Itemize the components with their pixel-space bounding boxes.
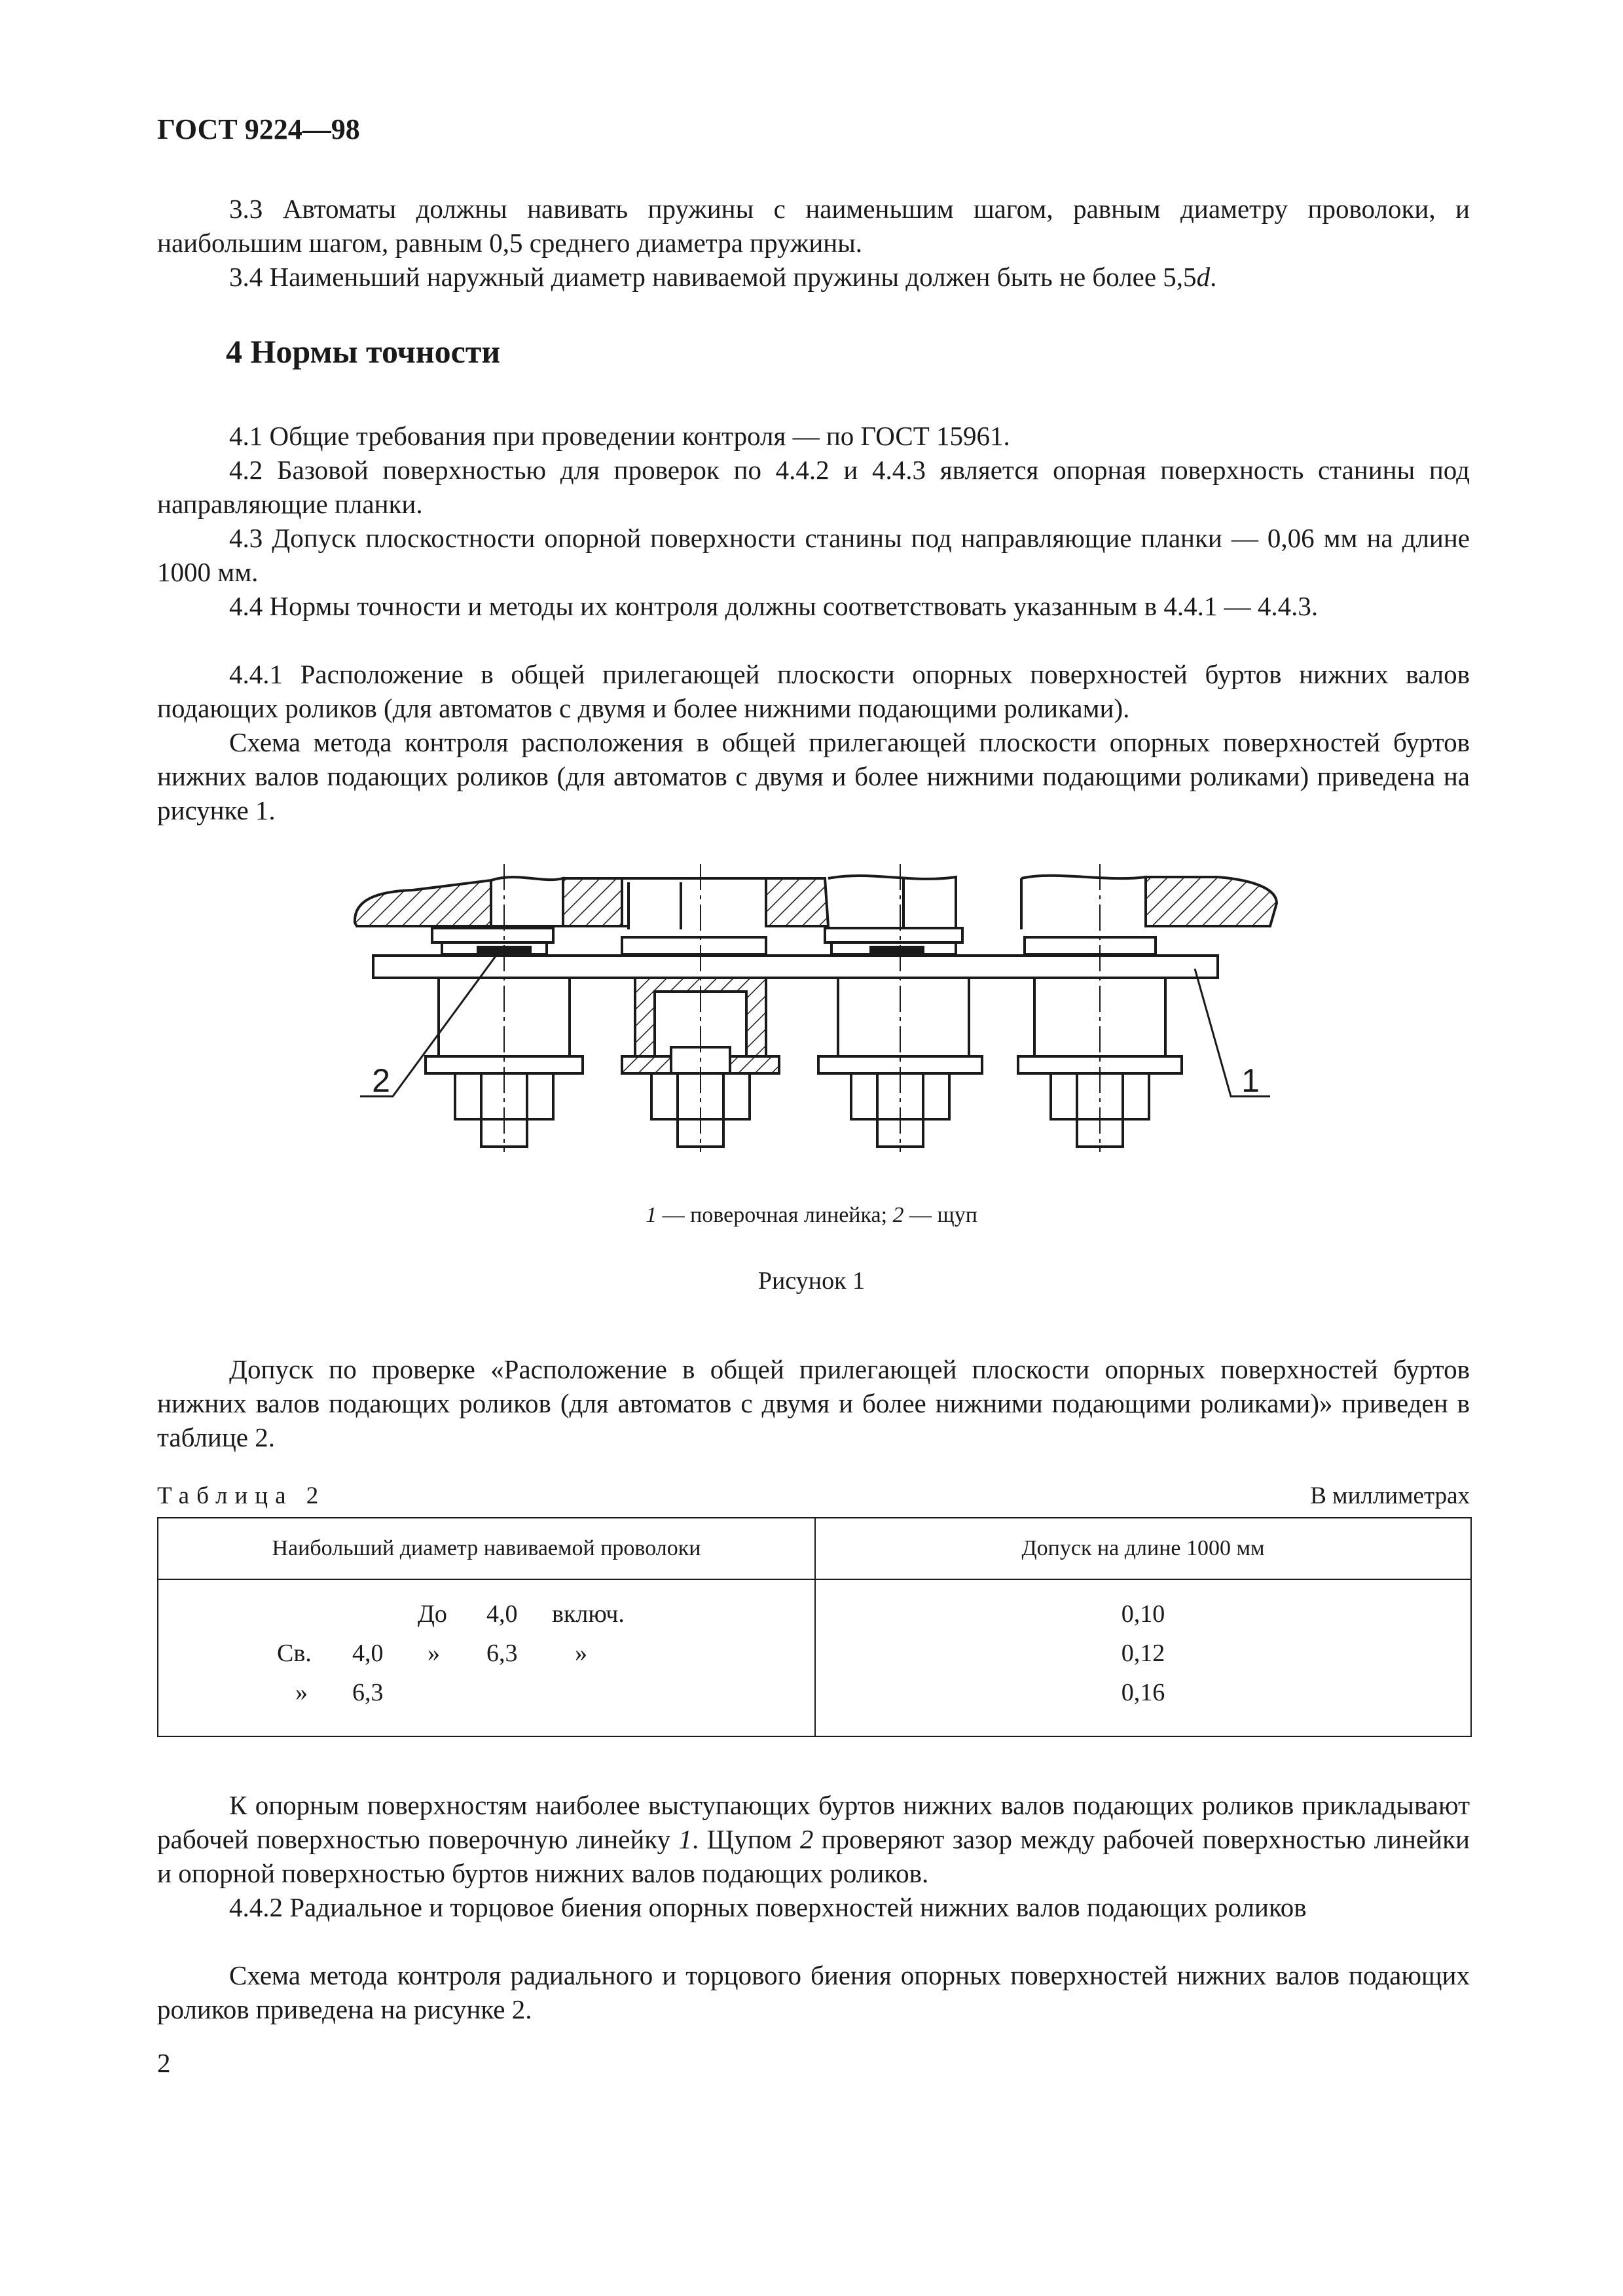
method-text-c: проверяют зазор между рабочей поверхностью линейки и опорной поверхностью буртов нижних валов подающих роликов. (157, 1824, 1470, 1888)
row-value-sep: 6,3 (486, 1640, 518, 1667)
method-paragraph (157, 1788, 1470, 1890)
label-2: 2 (372, 1062, 390, 1099)
paragraph-4-4-1: 4.4.1 Расположение в общей прилегающей плоскости опорных поверхностей буртов нижних валов подающих роликов (для автоматов с двумя и более нижними подающими роликами). (157, 659, 1470, 723)
paragraph-4-4-2: 4.4.2 Радиальное и торцовое биения опорных поверхностей нижних валов подающих роликов (229, 1892, 1307, 1922)
row-prefix: Св. (277, 1640, 312, 1667)
feeler-gauge-2 (871, 947, 923, 954)
method-text-b: . Щупом (691, 1824, 800, 1854)
method-text-a: К опорным поверхностям наиболее выступающих буртов нижних валов подающих роликов прикладывают рабочей поверхностью поверочную линейку (157, 1790, 1470, 1854)
legend-text-1: — поверочная линейка; (657, 1203, 893, 1227)
paragraph-3-4 (157, 260, 1470, 294)
page-number: 2 (157, 2048, 171, 2078)
table-row (159, 1594, 814, 1634)
document-header: ГОСТ 9224—98 (157, 113, 360, 145)
method-ref-1: 1 (678, 1824, 692, 1854)
method-ref-2: 2 (799, 1824, 814, 1854)
tolerance-table (157, 1517, 1472, 1737)
tolerance-paragraph: Допуск по проверке «Расположение в общей прилегающей плоскости опорных поверхностей буртов нижних валов подающих роликов (для автоматов с двумя и более нижними подающими роликами)» приведен в таблице 2. (157, 1354, 1470, 1452)
table-row (159, 1673, 814, 1712)
column-header-diameter: Наибольший диаметр навиваемой проволоки (158, 1518, 815, 1579)
flange-3 (825, 928, 962, 942)
paragraph-3-4-end: . (1210, 262, 1217, 292)
tolerance-value: 0,10 (1121, 1600, 1165, 1628)
row-from: 6,3 (352, 1679, 384, 1706)
row-value-b: включ. (552, 1600, 625, 1628)
row-prefix: » (295, 1679, 308, 1706)
paragraph-4-3: 4.3 Допуск плоскостности опорной поверхности станины под направляющие планки — 0,06 мм на длине 1000 мм. (157, 523, 1470, 587)
flange-1 (432, 928, 553, 942)
paragraph-scheme-2: Схема метода контроля радиального и торцового биения опорных поверхностей нижних валов подающих роликов приведена на рисунке 2. (157, 1960, 1470, 2024)
flange-4 (1025, 937, 1156, 954)
tolerance-value: 0,12 (1121, 1640, 1165, 1667)
frame-segment-mid-left (563, 878, 622, 926)
lower-shaft-3 (838, 978, 969, 1056)
legend-number-1: 1 (646, 1203, 657, 1227)
paragraph-4-1: 4.1 Общие требования при проведении контроля — по ГОСТ 15961. (229, 421, 1010, 451)
row-value-a: » (428, 1640, 440, 1667)
table-2-units: В миллиметрах (1310, 1482, 1470, 1509)
row-from: До (418, 1600, 447, 1628)
paragraph-3-4-text: 3.4 Наименьший наружный диаметр навиваемой пружины должен быть не более 5,5 (229, 262, 1197, 292)
legend-number-2: 2 (892, 1203, 904, 1227)
variable-d: d (1196, 262, 1211, 292)
frame-segment-right (1146, 877, 1277, 926)
row-from: 4,0 (352, 1640, 384, 1667)
diameter-cell (158, 1579, 815, 1736)
paragraph-scheme-1: Схема метода контроля расположения в общей прилегающей плоскости опорных поверхностей буртов нижних валов подающих роликов (для автоматов с двумя и более нижними подающими роликами) приведена на рисунке 1. (157, 727, 1470, 825)
legend-text-2: — щуп (903, 1203, 977, 1227)
flange-2 (622, 937, 766, 954)
tolerance-cell (815, 1579, 1471, 1736)
row-value-a: 4,0 (486, 1600, 518, 1628)
tolerance-value: 0,16 (1121, 1679, 1165, 1706)
label-1: 1 (1241, 1062, 1260, 1099)
frame-segment-mid-right (766, 878, 828, 926)
row-mark: » (575, 1640, 587, 1667)
figure-1-legend (0, 1203, 1623, 1228)
table-2-label: Таблица 2 (157, 1482, 326, 1509)
column-header-tolerance: Допуск на длине 1000 мм (815, 1518, 1471, 1579)
paragraph-3-3: 3.3 Автоматы должны навивать пружины с наименьшим шагом, равным диаметру проволоки, и наибольшим шагом, равным 0,5 среднего диаметра пружины. (157, 194, 1470, 258)
paragraph-4-4: 4.4 Нормы точности и методы их контроля должны соответствовать указанным в 4.4.1 — 4.4.3. (229, 591, 1319, 621)
paragraph-4-2: 4.2 Базовой поверхностью для проверок по 4.4.2 и 4.4.3 является опорная поверхность станины под направляющие планки. (157, 455, 1470, 519)
figure-1-drawing (347, 864, 1296, 1152)
table-row (159, 1634, 814, 1673)
figure-1-caption: Рисунок 1 (757, 1267, 866, 1295)
section-title: 4 Нормы точности (226, 333, 501, 370)
straightedge (373, 956, 1218, 978)
frame-segment-left (355, 880, 491, 926)
